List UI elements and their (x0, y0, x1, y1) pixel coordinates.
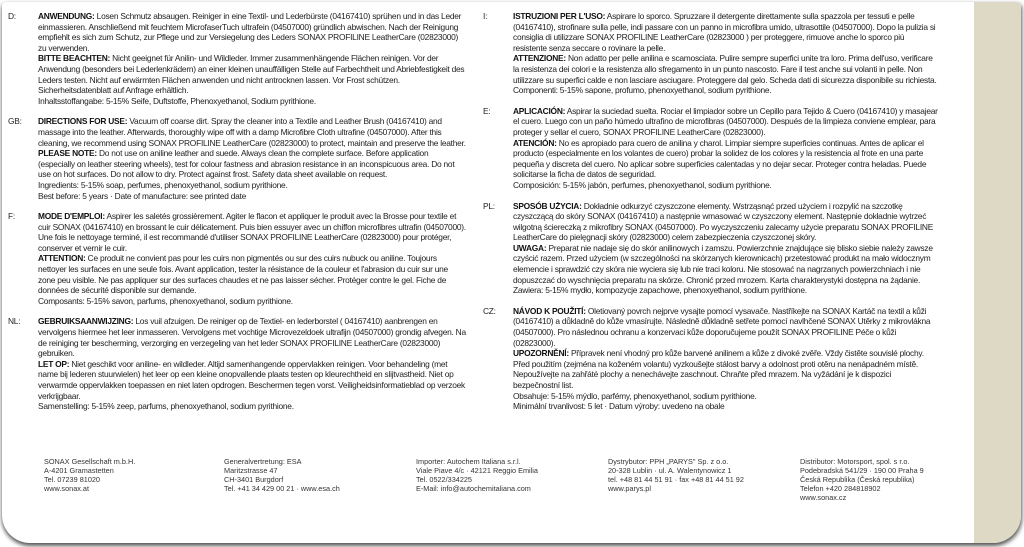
note-text: Přípravek není vhodný pro kůže barvené anilinem a kůže z divoké zvěře. Vždy čistěte souvislé plochy. Před použitím (zejména na koženém volantu) vyzkoušejte stálost barvy a odolnost proti otěru na nenápadném místě. Nepoužívejte na zahřáté plochy a nenechávejte zaschnout. Chraňte před mrazem. Na vyžádání je k dispozici bezpečnostní list. (513, 348, 924, 390)
note-heading: LET OP: (38, 358, 70, 369)
directions-text: Aspirer les saletés grossièrement. Agiter le flacon et appliquer le produit avec la Brosse pour textile et cuir SONAX (04167410) en brossant le cuir délicatement. Puis bien essuyer avec un chiffon microfibres ultrafin (04507000). Une fois le nettoyage terminé, il est recommandé d'utiliser SONAX PROFILINE LeatherCare (02823000) pour protéger, conserver et vernir le cuir. (38, 211, 466, 253)
directions-paragraph (38, 211, 466, 253)
language-code: D: (8, 11, 16, 21)
distributor-italy (392, 457, 584, 502)
note-paragraph (38, 253, 466, 295)
note-text: No es apropiado para cuero de anilina y charol. Limpiar siempre superficies continuas. Antes de aplicar el producto (especialmente en los volantes de cuero) probar la solidez de los colores y la resistencia al frote en una parte pequeña y discreta del cuero. No aplicar sobre superficies calentadas y no dejar secar. Proteger contra heladas. Puede solicitarse la ficha de datos de seguridad. (513, 137, 927, 180)
note-heading: UWAGA: (513, 242, 547, 253)
directions-paragraph (513, 306, 938, 348)
note-text: Niet geschikt voor aniline- en wildleder. Altijd samenhangende oppervlakken reinigen. Voor behandeling (met name bij lederen stuurwielen) het leer op een kleine onopvallende plaats testen op kleurechtheid en slijtvastheid. Niet op verwarmde oppervlakken toepassen en niet laten opdrogen. Beschermen tegen vorst. Veiligheidsinformatieblad op verzoek verkrijgbaar. (38, 358, 465, 401)
left-column (8, 11, 466, 412)
distributor-website-link[interactable]: www.parys.pl (608, 484, 651, 493)
ingredients-text: Zawiera: 5-15% mydło, kompozycje zapachowe, phenoxyethanol, sodium pyrithione. (513, 285, 807, 296)
directions-heading: ISTRUZIONI PER L'USO: (513, 11, 606, 21)
distributor-footer (8, 457, 968, 502)
distributor-austria (8, 457, 200, 502)
distributor-line: Distributor: Motorsport, spol. s r.o. (800, 457, 910, 466)
distributor-poland (584, 457, 776, 502)
directions-paragraph (38, 116, 466, 148)
distributor-czech (776, 457, 968, 502)
distributor-line: tel. +48 81 44 51 91 · fax +48 81 44 51 92 (608, 475, 744, 484)
note-heading: ATTENTION: (38, 253, 86, 264)
section-de (8, 11, 466, 106)
directions-heading: DIRECTIONS FOR USE: (38, 116, 128, 127)
distributor-line: Tel. 0522/334225 (416, 475, 472, 484)
note-text: Do not use on aniline leather and suede. Always clean the complete surface. Before application (especially on leather steering wheels), test for colour fastness and abrasion resistance in an inconspicuous area. Do not use on hot surfaces. Do not allow to dry. Protect against frost. Safety data sheet available on request. (38, 148, 455, 180)
label-side-stripe (974, 2, 1021, 543)
section-fr (8, 211, 466, 306)
directions-text: Los vuil afzuigen. De reiniger op de Textiel- en lederborstel ( 04167410) aanbrengen en vervolgens hiermee het leer inmasseren. Vervolgens met vochtige Microvezeldoek ultrafijn (04507000) grondig afvegen. Na de reiniging ter bescherming, verzorging en verzegeling van het leder SONAX PROFILINE LeatherCare (02823000) gebruiken. (38, 316, 466, 359)
section-gb (8, 116, 466, 201)
section-nl (8, 316, 466, 411)
ingredients-text: Inhaltsstoffangabe: 5-15% Seife, Duftstoffe, Phenoxyethanol, Sodium pyrithione. (38, 95, 316, 106)
directions-text: Oletiovaný povrch nejprve vysajte pomocí vysavače. Nastříkejte na SONAX Kartáč na textil a kůži (04167410) a důkladně do kůže vmasírujte. Následně důkladně setřete pomocí navlhčené SONAX Utěrky z mikrovlákna (04507000). Pro následnou ochranu a konzervaci kůže doporučujeme použít SONAX PROFILINE Péče o kůži (02823000). (513, 305, 931, 348)
language-code: GB: (8, 116, 22, 127)
distributor-line: Tel. 07239 81020 (44, 475, 100, 484)
product-label (2, 2, 1021, 543)
distributor-line: Podebradská 541/29 · 190 00 Praha 9 (800, 466, 924, 475)
directions-paragraph (38, 11, 466, 53)
distributor-line: SONAX Gesellschaft m.b.H. (44, 457, 136, 466)
note-paragraph (38, 53, 466, 95)
note-heading: UPOZORNĚNÍ: (513, 348, 569, 359)
distributor-line: Viale Piave 4/c · 42121 Reggio Emilia (416, 466, 538, 475)
language-code: CZ: (483, 305, 496, 316)
note-heading: ATTENZIONE: (513, 53, 566, 64)
language-code: E: (483, 105, 491, 116)
directions-heading: SPOSÓB UŻYCIA: (513, 200, 582, 211)
note-heading: ATENCIÓN: (513, 137, 557, 148)
note-paragraph (513, 138, 938, 180)
ingredients-text: Composición: 5-15% jabón, perfumes, phenoxyethanol, sodium pyrithione. (513, 179, 772, 190)
directions-text: Aspirar la suciedad suelta. Rociar el limpiador sobre un Cepillo para Tejido & Cuero (04167410) y masajear el cuero. Luego con un paño húmedo ultrafino de microfibras (04507000). Después de la limpieza conviene emplear, para proteger y sellar el cuero, SONAX PROFILINE LeatherCare (02823000). (513, 105, 938, 137)
ingredients-text: Obsahuje: 5-15% mýdlo, parfémy, phenoxyethanol, sodium pyrithione. (513, 390, 757, 401)
note-heading: PLEASE NOTE: (38, 148, 97, 159)
directions-heading: GEBRUIKSAANWIJZING: (38, 316, 134, 327)
note-paragraph (513, 53, 938, 85)
note-paragraph (513, 243, 938, 285)
note-text: Preparat nie nadaje się do skór anilinowych i zamszu. Powierzchnie znajdujące się blisko siebie należy zawsze czyścić razem. Przed użyciem (w szczególności na skórzanych kierownicach) przetestować produkt na mało widocznym elemencie i sprawdzić czy skóra nie wyciera się lub nie traci koloru. Nie stosować na nagrzanych powierzchniach i nie dopuszczać do wyschnięcia preparatu na skórze. Chronić przed mrozem. Karta charakterystyki dostępna na żądanie. (513, 242, 933, 285)
section-pl (483, 201, 938, 296)
language-code: PL: (483, 200, 495, 211)
distributor-line: Importer: Autochem Italiana s.r.l. (416, 457, 521, 466)
note-heading: BITTE BEACHTEN: (38, 53, 111, 64)
note-text: Non adatto per pelle anilina e scamosciata. Pulire sempre superfici unite tra loro. Prima dell'uso, verificare la resistenza dei colori e la resistenza allo sfregamento in un punto nascosto. Fare il test anche sui volanti in pelle. Non utilizzare su superfici calde e non lasciare asciugare. Proteggere dal gelo. Scheda dati di sicurezza disponibile su richiesta. (513, 53, 937, 85)
section-cz (483, 306, 938, 412)
directions-paragraph (513, 11, 938, 53)
distributor-email-link[interactable]: E-Mail: info@autochemitaliana.com (416, 484, 531, 493)
note-text: Ce produit ne convient pas pour les cuirs non pigmentés ou sur des cuirs nubuck ou aniline. Toujours nettoyer les surfaces en une seule fois. Avant application, tester la résistance de la couleur et l'abrasion du cuir sur une zone peu visible. Ne pas appliquer sur des surfaces chaudes et ne pas laisser sécher. Protéger contre le gel. Fiche de données de sécurité disponible sur demande. (38, 253, 448, 296)
distributor-line: Česká Republika (Česká republika) (800, 475, 915, 484)
distributor-website-link[interactable]: www.sonax.cz (800, 493, 847, 502)
directions-paragraph (513, 106, 938, 138)
best-before-text: Best before: 5 years · Date of manufacture: see printed date (38, 190, 246, 201)
ingredients-text: Composants: 5-15% savon, parfums, phenoxyethanol, sodium pyrithione. (38, 295, 293, 306)
directions-paragraph (38, 316, 466, 358)
distributor-contact-line[interactable]: Tel. +41 34 429 00 21 · www.esa.ch (224, 484, 340, 493)
distributor-line: Generalvertretung: ESA (224, 457, 302, 466)
distributor-line: Maritzstrasse 47 (224, 466, 278, 475)
distributor-line: Dystrybutor: PPH „PARYS" Sp. z o.o. (608, 457, 729, 466)
directions-heading: MODE D'EMPLOI: (38, 211, 105, 222)
language-code: F: (8, 211, 15, 222)
directions-text: Losen Schmutz absaugen. Reiniger in eine Textil- und Lederbürste (04167410) sprühen und in das Leder einmassieren. Anschließend mit feuchtem MicrofaserTuch ultrafein (04507000) gründlich abwischen. Nach der Reinigung empfiehlt es sich zum Schutz, zur Pflege und zur Versiegelung des Leders SONAX PROFILINE LeatherCare (02823000) zu verwenden. (38, 11, 462, 53)
right-column (483, 11, 938, 412)
directions-paragraph (513, 201, 938, 243)
ingredients-text: Samenstelling: 5-15% zeep, parfums, phenoxyethanol, sodium pyrithione. (38, 401, 294, 412)
directions-heading: ANWENDUNG: (38, 11, 95, 21)
language-code: NL: (8, 316, 21, 327)
ingredients-text: Ingredients: 5-15% soap, perfumes, phenoxyethanol, sodium pyrithione. (38, 179, 288, 190)
distributor-line: 20-328 Lublin · ul. A. Walentynowicz 1 (608, 466, 732, 475)
section-es (483, 106, 938, 191)
distributor-line: CH-3401 Burgdorf (224, 475, 284, 484)
distributor-website-link[interactable]: www.sonax.at (44, 484, 90, 493)
directions-text: Aspirare lo sporco. Spruzzare il detergente direttamente sulla spazzola per tessuti e pelle (04167410), strofinare sulla pelle, indi passare con un panno in microfibra umido, ultrasottile (04507000). Dopo la pulizia si consiglia di utilizzare SONAX PROFILINE LeatherCare (02823000 ) per proteggere, rimuove anche lo sporco più resistente senza seccare o rovinare la pelle. (513, 11, 936, 53)
distributor-switzerland (200, 457, 392, 502)
best-before-text: Minimální trvanlivost: 5 let · Datum výroby: uvedeno na obale (513, 401, 725, 412)
distributor-line: Telefon +420 284818902 (800, 484, 881, 493)
language-code: I: (483, 11, 488, 21)
note-paragraph (38, 359, 466, 401)
section-it (483, 11, 938, 96)
note-paragraph (38, 148, 466, 180)
directions-heading: APLICACIÓN: (513, 105, 566, 116)
note-paragraph (513, 348, 938, 390)
directions-text: Vacuum off coarse dirt. Spray the cleaner into a Textile and Leather Brush (04167410) and massage into the leather. Afterwards, thoroughly wipe off with a damp Microfibre Cloth ultrafine (04507000). After this cleaning, we recommend using SONAX PROFILINE LeatherCare (02823000) to protect, maintain and preserve the leather. (38, 116, 466, 148)
ingredients-text: Componenti: 5-15% sapone, profumo, phenoxyethanol, sodium pyrithione. (513, 85, 772, 96)
directions-heading: NÁVOD K POUŽITÍ: (513, 305, 586, 316)
directions-text: Dokładnie odkurzyć czyszczone elementy. Wstrząsnąć przed użyciem i rozpylić na szczotkę czyszczącą do skóry SONAX (04167410) a następnie wmasować w czyszczony element. Następnie dokładnie wytrzeć wilgotną ściereczką z mikrofibry SONAX (04507000). Po wyczyszczeniu zalecamy użycie preparatu SONAX PROFILINE LeatherCare do pielęgnacji skóry (02823000) celem zabezpieczenia czyszczonej skóry. (513, 200, 934, 243)
note-text: Nicht geeignet für Anilin- und Wildleder. Immer zusammenhängende Flächen reinigen. Vor der Anwendung (besonders bei Lederlenkrädern) an einer kleinen unauffälligen Stelle auf Farbechtheit und Abriebfestigkeit des Leders testen. Nicht auf erwärmten Flächen anwenden und nicht antrocknen lassen. Vor Frost schützen. Sicherheitsdatenblatt auf Anfrage erhältlich. (38, 53, 465, 96)
distributor-line: A-4201 Gramastetten (44, 466, 114, 475)
